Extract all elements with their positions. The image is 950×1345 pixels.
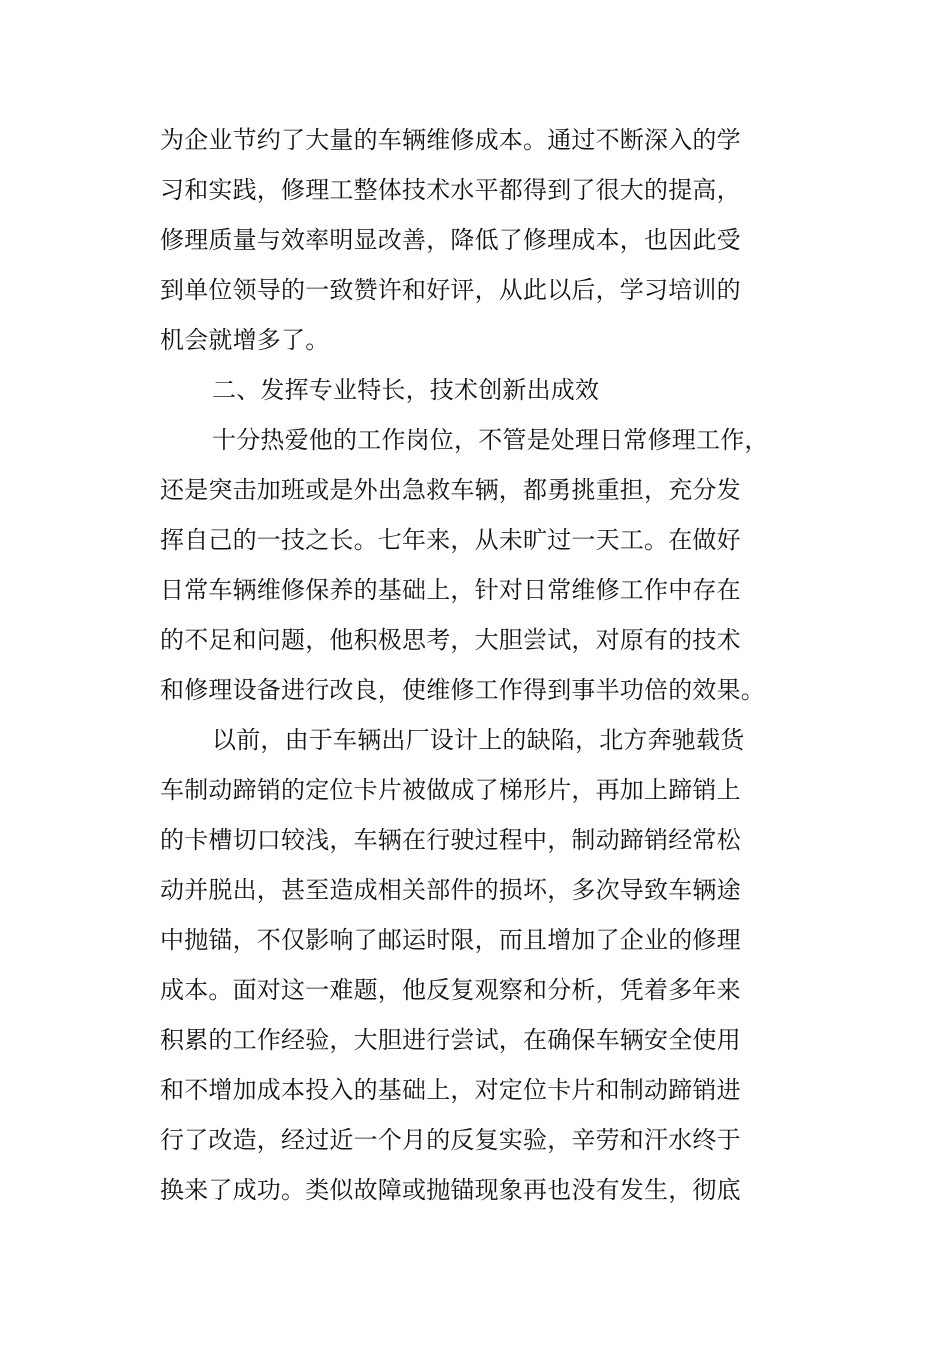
text-line: 挥自己的一技之长。七年来，从未旷过一天工。在做好: [160, 526, 741, 554]
text-line: 为企业节约了大量的车辆维修成本。通过不断深入的学: [160, 126, 741, 154]
text-line: 以前，由于车辆出厂设计上的缺陷，北方奔驰载货: [212, 726, 745, 754]
text-line: 的卡槽切口较浅，车辆在行驶过程中，制动蹄销经常松: [160, 826, 741, 854]
text-line: 十分热爱他的工作岗位，不管是处理日常修理工作，: [212, 426, 769, 454]
text-line: 换来了成功。类似故障或抛锚现象再也没有发生，彻底: [160, 1176, 741, 1204]
text-line: 车制动蹄销的定位卡片被做成了梯形片，再加上蹄销上: [160, 776, 741, 804]
text-line: 的不足和问题，他积极思考，大胆尝试，对原有的技术: [160, 626, 741, 654]
text-line: 和修理设备进行改良，使维修工作得到事半功倍的效果。: [160, 676, 765, 704]
text-line: 动并脱出，甚至造成相关部件的损坏，多次导致车辆途: [160, 876, 741, 904]
text-line: 中抛锚，不仅影响了邮运时限，而且增加了企业的修理: [160, 926, 741, 954]
text-line: 到单位领导的一致赞许和好评，从此以后，学习培训的: [160, 276, 741, 304]
text-line: 行了改造，经过近一个月的反复实验，辛劳和汗水终于: [160, 1126, 741, 1154]
text-line: 和不增加成本投入的基础上，对定位卡片和制动蹄销进: [160, 1076, 741, 1104]
text-line: 积累的工作经验，大胆进行尝试，在确保车辆安全使用: [160, 1026, 741, 1054]
text-line: 习和实践，修理工整体技术水平都得到了很大的提高，: [160, 176, 741, 204]
text-line: 机会就增多了。: [160, 326, 330, 354]
text-line: 成本。面对这一难题，他反复观察和分析，凭着多年来: [160, 976, 741, 1004]
text-line: 修理质量与效率明显改善，降低了修理成本，也因此受: [160, 226, 741, 254]
text-line: 日常车辆维修保养的基础上，针对日常维修工作中存在: [160, 576, 741, 604]
text-line: 还是突击加班或是外出急救车辆，都勇挑重担，充分发: [160, 476, 741, 504]
section-heading: 二、发挥专业特长，技术创新出成效: [212, 376, 600, 404]
